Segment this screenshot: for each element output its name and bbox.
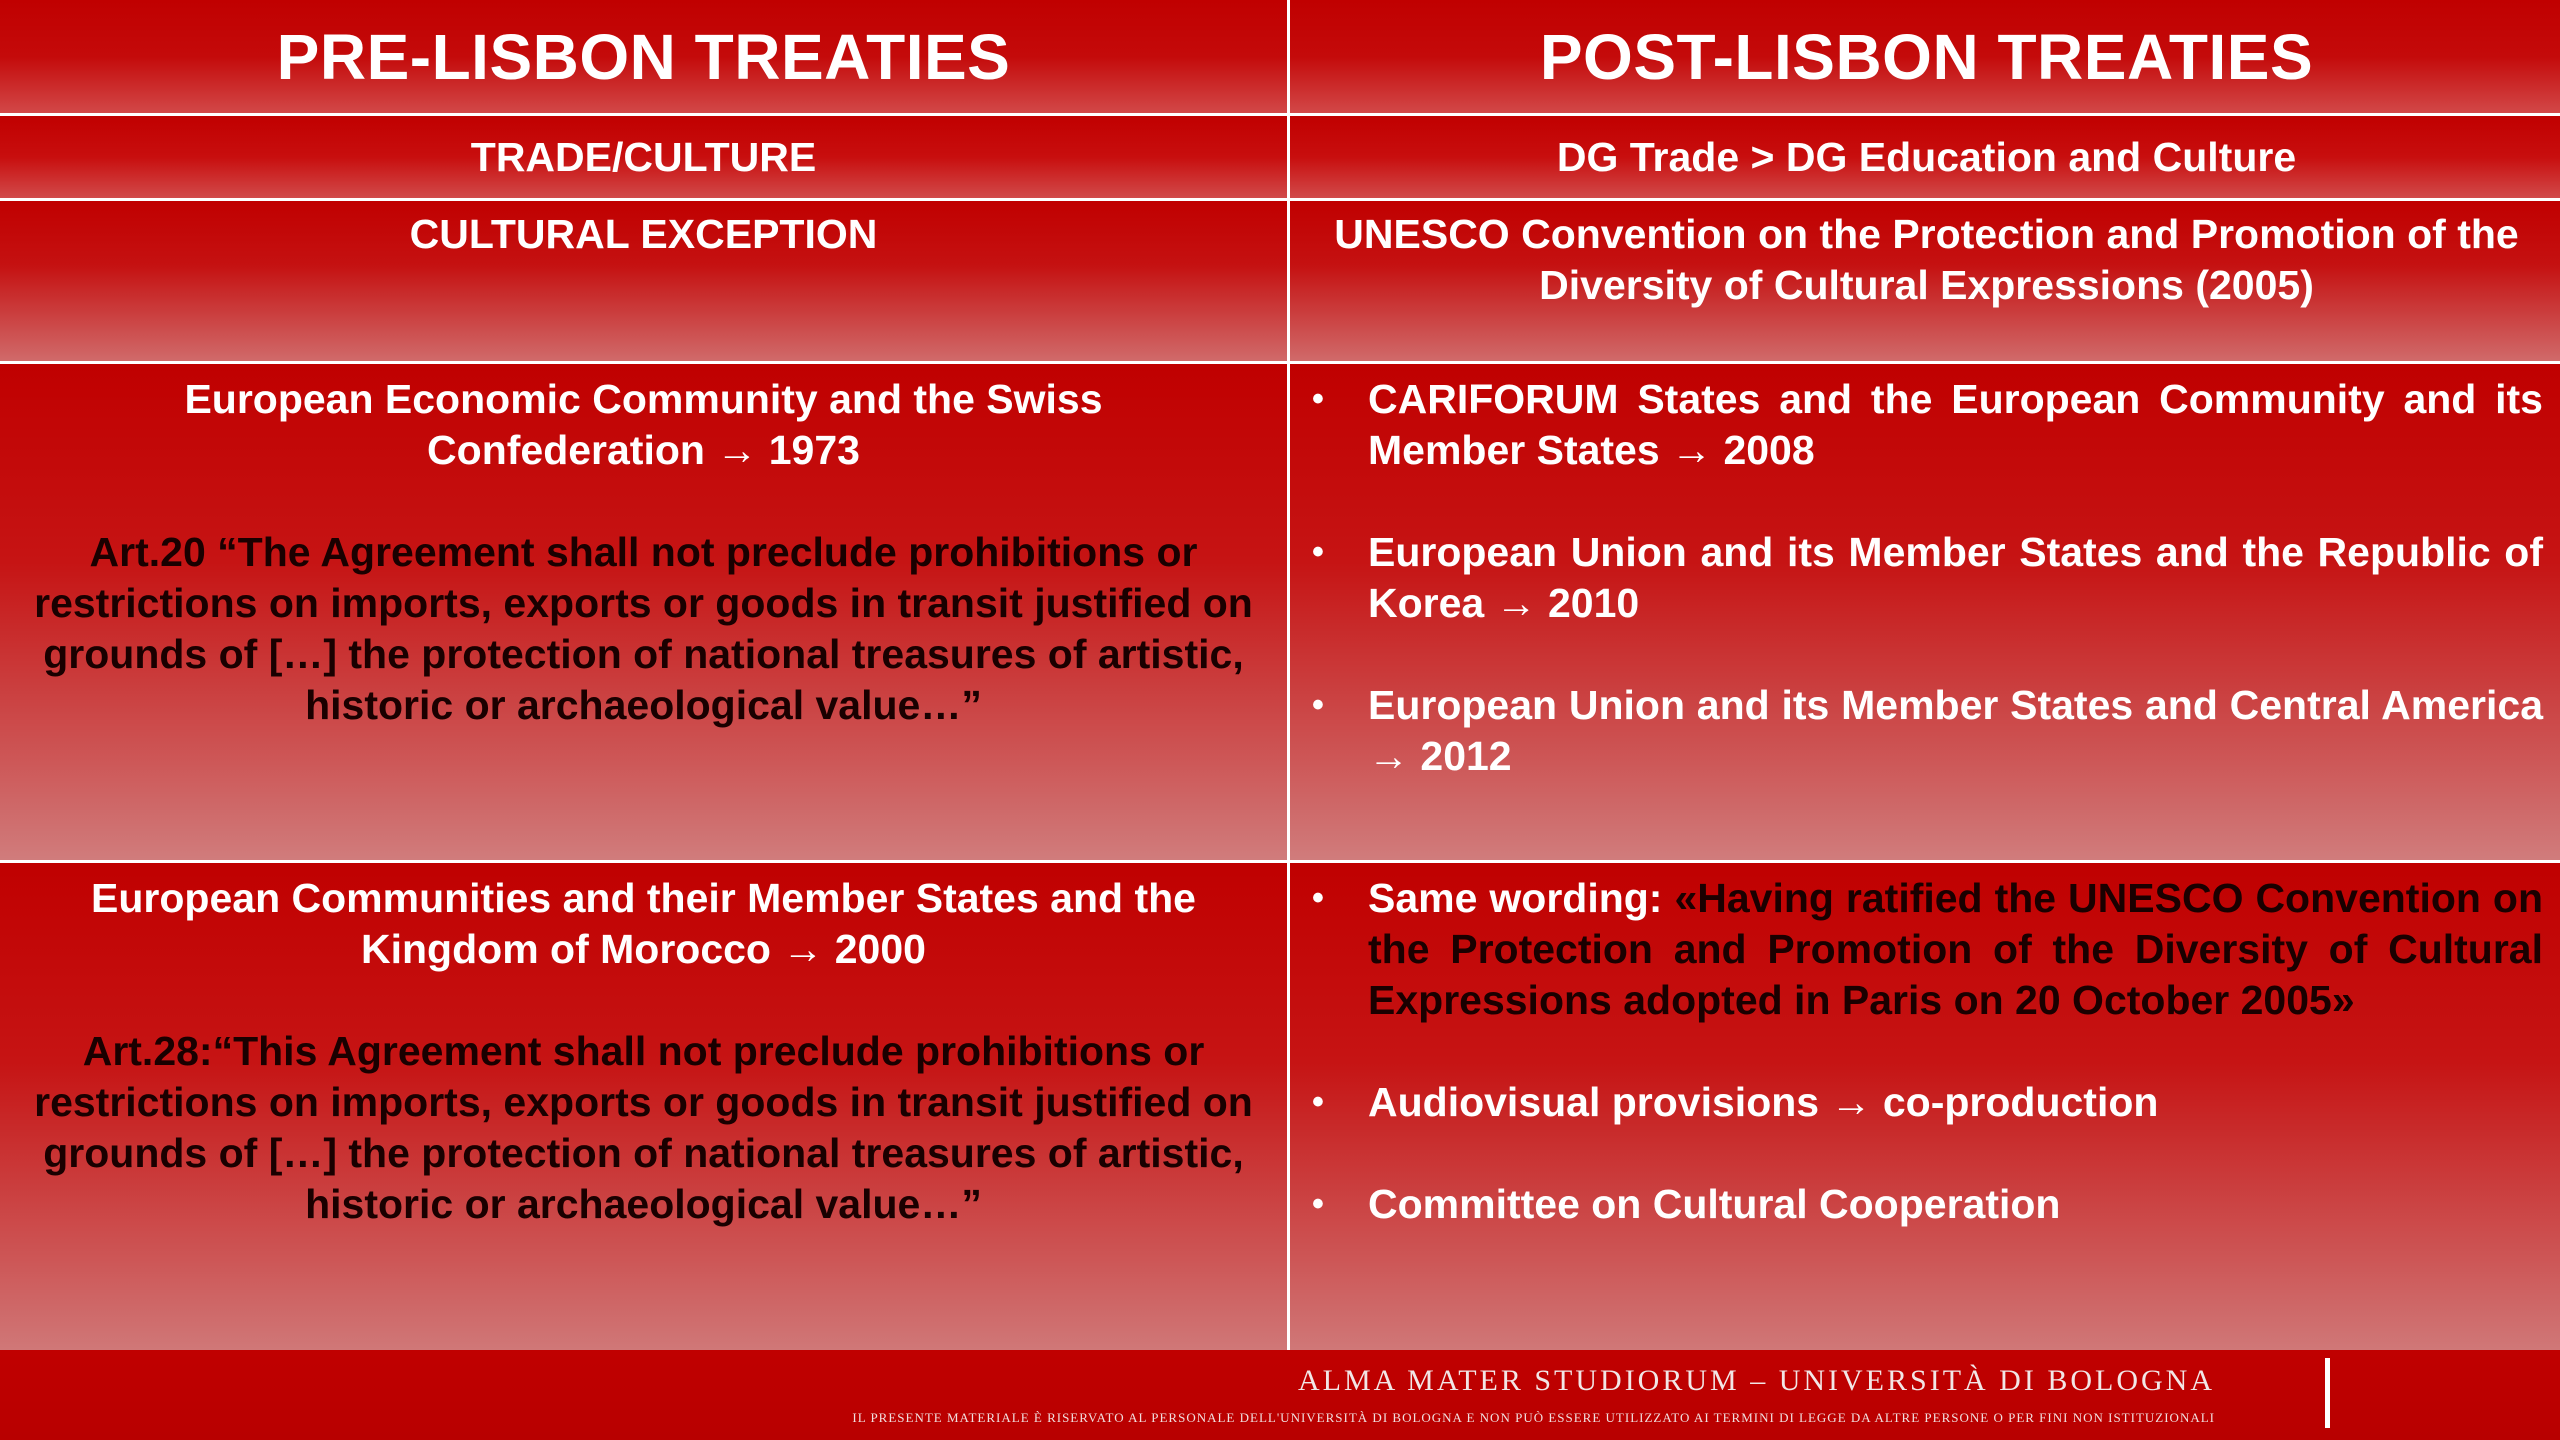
swiss-article-text: Art.20 “The Agreement shall not preclude prohibitions or restrictions on imports, exports or goods in transit justified on grounds of […] the protection of national treasures of artistic, historic or archaeological value…” [34, 529, 1253, 728]
header-post-lisbon-label: POST-LISBON TREATIES [1539, 20, 2314, 93]
agreements-list [1290, 374, 2543, 782]
header-pre-lisbon [0, 0, 1287, 113]
list-item: • European Union and its Member States and Central America → 2012 [1290, 680, 2543, 782]
footer [0, 1350, 2560, 1440]
provisions-list [1290, 873, 2543, 1230]
header-post-lisbon [1290, 0, 2560, 113]
row-swiss-left [0, 364, 1287, 860]
list-item: • CARIFORUM States and the European Community and its Member States → 2008 [1290, 374, 2543, 476]
row-unesco-right [1290, 201, 2560, 361]
header-pre-lisbon-label: PRE-LISBON TREATIES [276, 20, 1011, 93]
list-item: • Committee on Cultural Cooperation [1290, 1179, 2543, 1230]
row-trade-culture-right [1290, 116, 2560, 198]
university-name: ALMA MATER STUDIORUM – UNIVERSITÀ DI BOLOGNA [1298, 1364, 2215, 1397]
list-item: • European Union and its Member States and the Republic of Korea → 2010 [1290, 527, 2543, 629]
unesco-quote: «Having ratified the UNESCO Convention on the Protection and Promotion of the Diversity of Cultural Expressions adopted in Paris on 20 October 2005» [1368, 875, 2543, 1023]
list-item: • Audiovisual provisions → co-production [1290, 1077, 2543, 1128]
footer-disclaimer: IL PRESENTE MATERIALE È RISERVATO AL PERSONALE DELL'UNIVERSITÀ DI BOLOGNA E NON PUÒ ESSERE UTILIZZATO AI TERMINI DI LEGGE DA ALTRE PERSONE O PER FINI NON ISTITUZIONALI [852, 1410, 2215, 1425]
row-cultural-exception-left [0, 201, 1287, 361]
same-wording-label: Same wording: [1368, 875, 1675, 921]
row-trade-culture-left [0, 116, 1287, 198]
list-item [1290, 873, 2543, 1026]
unesco-convention-label: UNESCO Convention on the Protection and Promotion of the Diversity of Cultural Expressions (2005) [1334, 211, 2519, 308]
row-post-lisbon-agreements [1290, 364, 2560, 860]
cultural-exception-label: CULTURAL EXCEPTION [409, 211, 878, 257]
swiss-agreement-title: European Economic Community and the Swiss Confederation → 1973 [184, 376, 1103, 473]
morocco-article-text: Art.28:“This Agreement shall not preclude prohibitions or restrictions on imports, exports or goods in transit justified on grounds of […] the protection of national treasures of artistic, historic or archaeological value…” [34, 1028, 1253, 1227]
morocco-agreement-title: European Communities and their Member States and the Kingdom of Morocco → 2000 [91, 875, 1196, 972]
dg-label: DG Trade > DG Education and Culture [1556, 133, 2297, 180]
row-morocco-left [0, 863, 1287, 1362]
footer-divider [2325, 1358, 2330, 1428]
row-post-lisbon-provisions [1290, 863, 2560, 1362]
trade-culture-label: TRADE/CULTURE [470, 133, 817, 180]
